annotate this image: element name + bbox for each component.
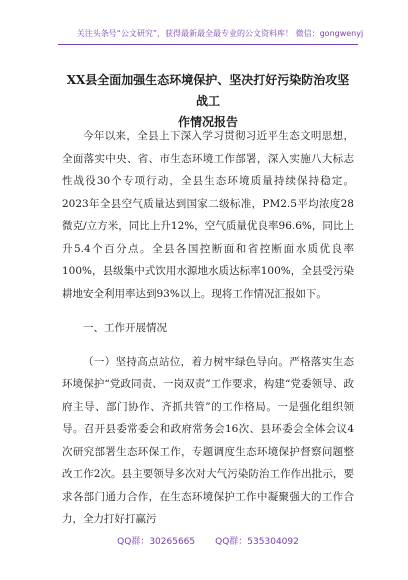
header-divider: [58, 44, 358, 45]
intro-paragraph: 今年以来，全县上下深入学习贯彻习近平生态文明思想，全面落实中央、省、市生态环境工作部署，深入实施八大标志性战役30个专项行动，全县生态环境质量持续保持稳定。2023年全县空气质量达到国家二级标准，PM2.5平均浓度28微克/立方米，同比上升12%，空气质量优良率96.6%，同比上升5.4个百分点。全县各国控断面和省控断面水质优良率100%，县级集中式饮用水源地水质达标率100%，全县受污染耕地安全利用率达到93%以上。现将工作情况汇报如下。: [62, 130, 354, 300]
document-title: [62, 70, 354, 133]
section-heading: 一、工作开展情况: [83, 322, 167, 334]
document-body: [62, 125, 354, 531]
title-line-1: XX县全面加强生态环境保护、坚决打好污染防治攻坚战工: [66, 73, 350, 108]
footer: [62, 534, 354, 547]
title-line-2: 作情况报告: [177, 115, 238, 129]
header-promo-text: 关注头条号“公文研究”，获得最新最全最专业的公文资料库！ 微信：gongwenyj: [76, 29, 364, 38]
footer-qq-group-2: QQ群：535304092: [215, 537, 299, 547]
footer-qq-group-1: QQ群：30265665: [117, 537, 196, 547]
point-paragraph-1: （一）坚持高点站位，着力树牢绿色导向。严格落实生态环境保护“党政同责、一岗双责”工作要求，构建“党委领导、政府主导、部门协作、齐抓共管”的工作格局。一是强化组织领导。召开县委常委会和政府常务会16次、县环委会全体会议4次研究部署生态环保工作，专题调度生态环境保护督察问题整改工作2次。县主要领导多次对大气污染防治工作作出批示，要求各部门通力合作，在生态环境保护工作中凝聚强大的工作合力，全力打好打赢污: [62, 355, 354, 525]
